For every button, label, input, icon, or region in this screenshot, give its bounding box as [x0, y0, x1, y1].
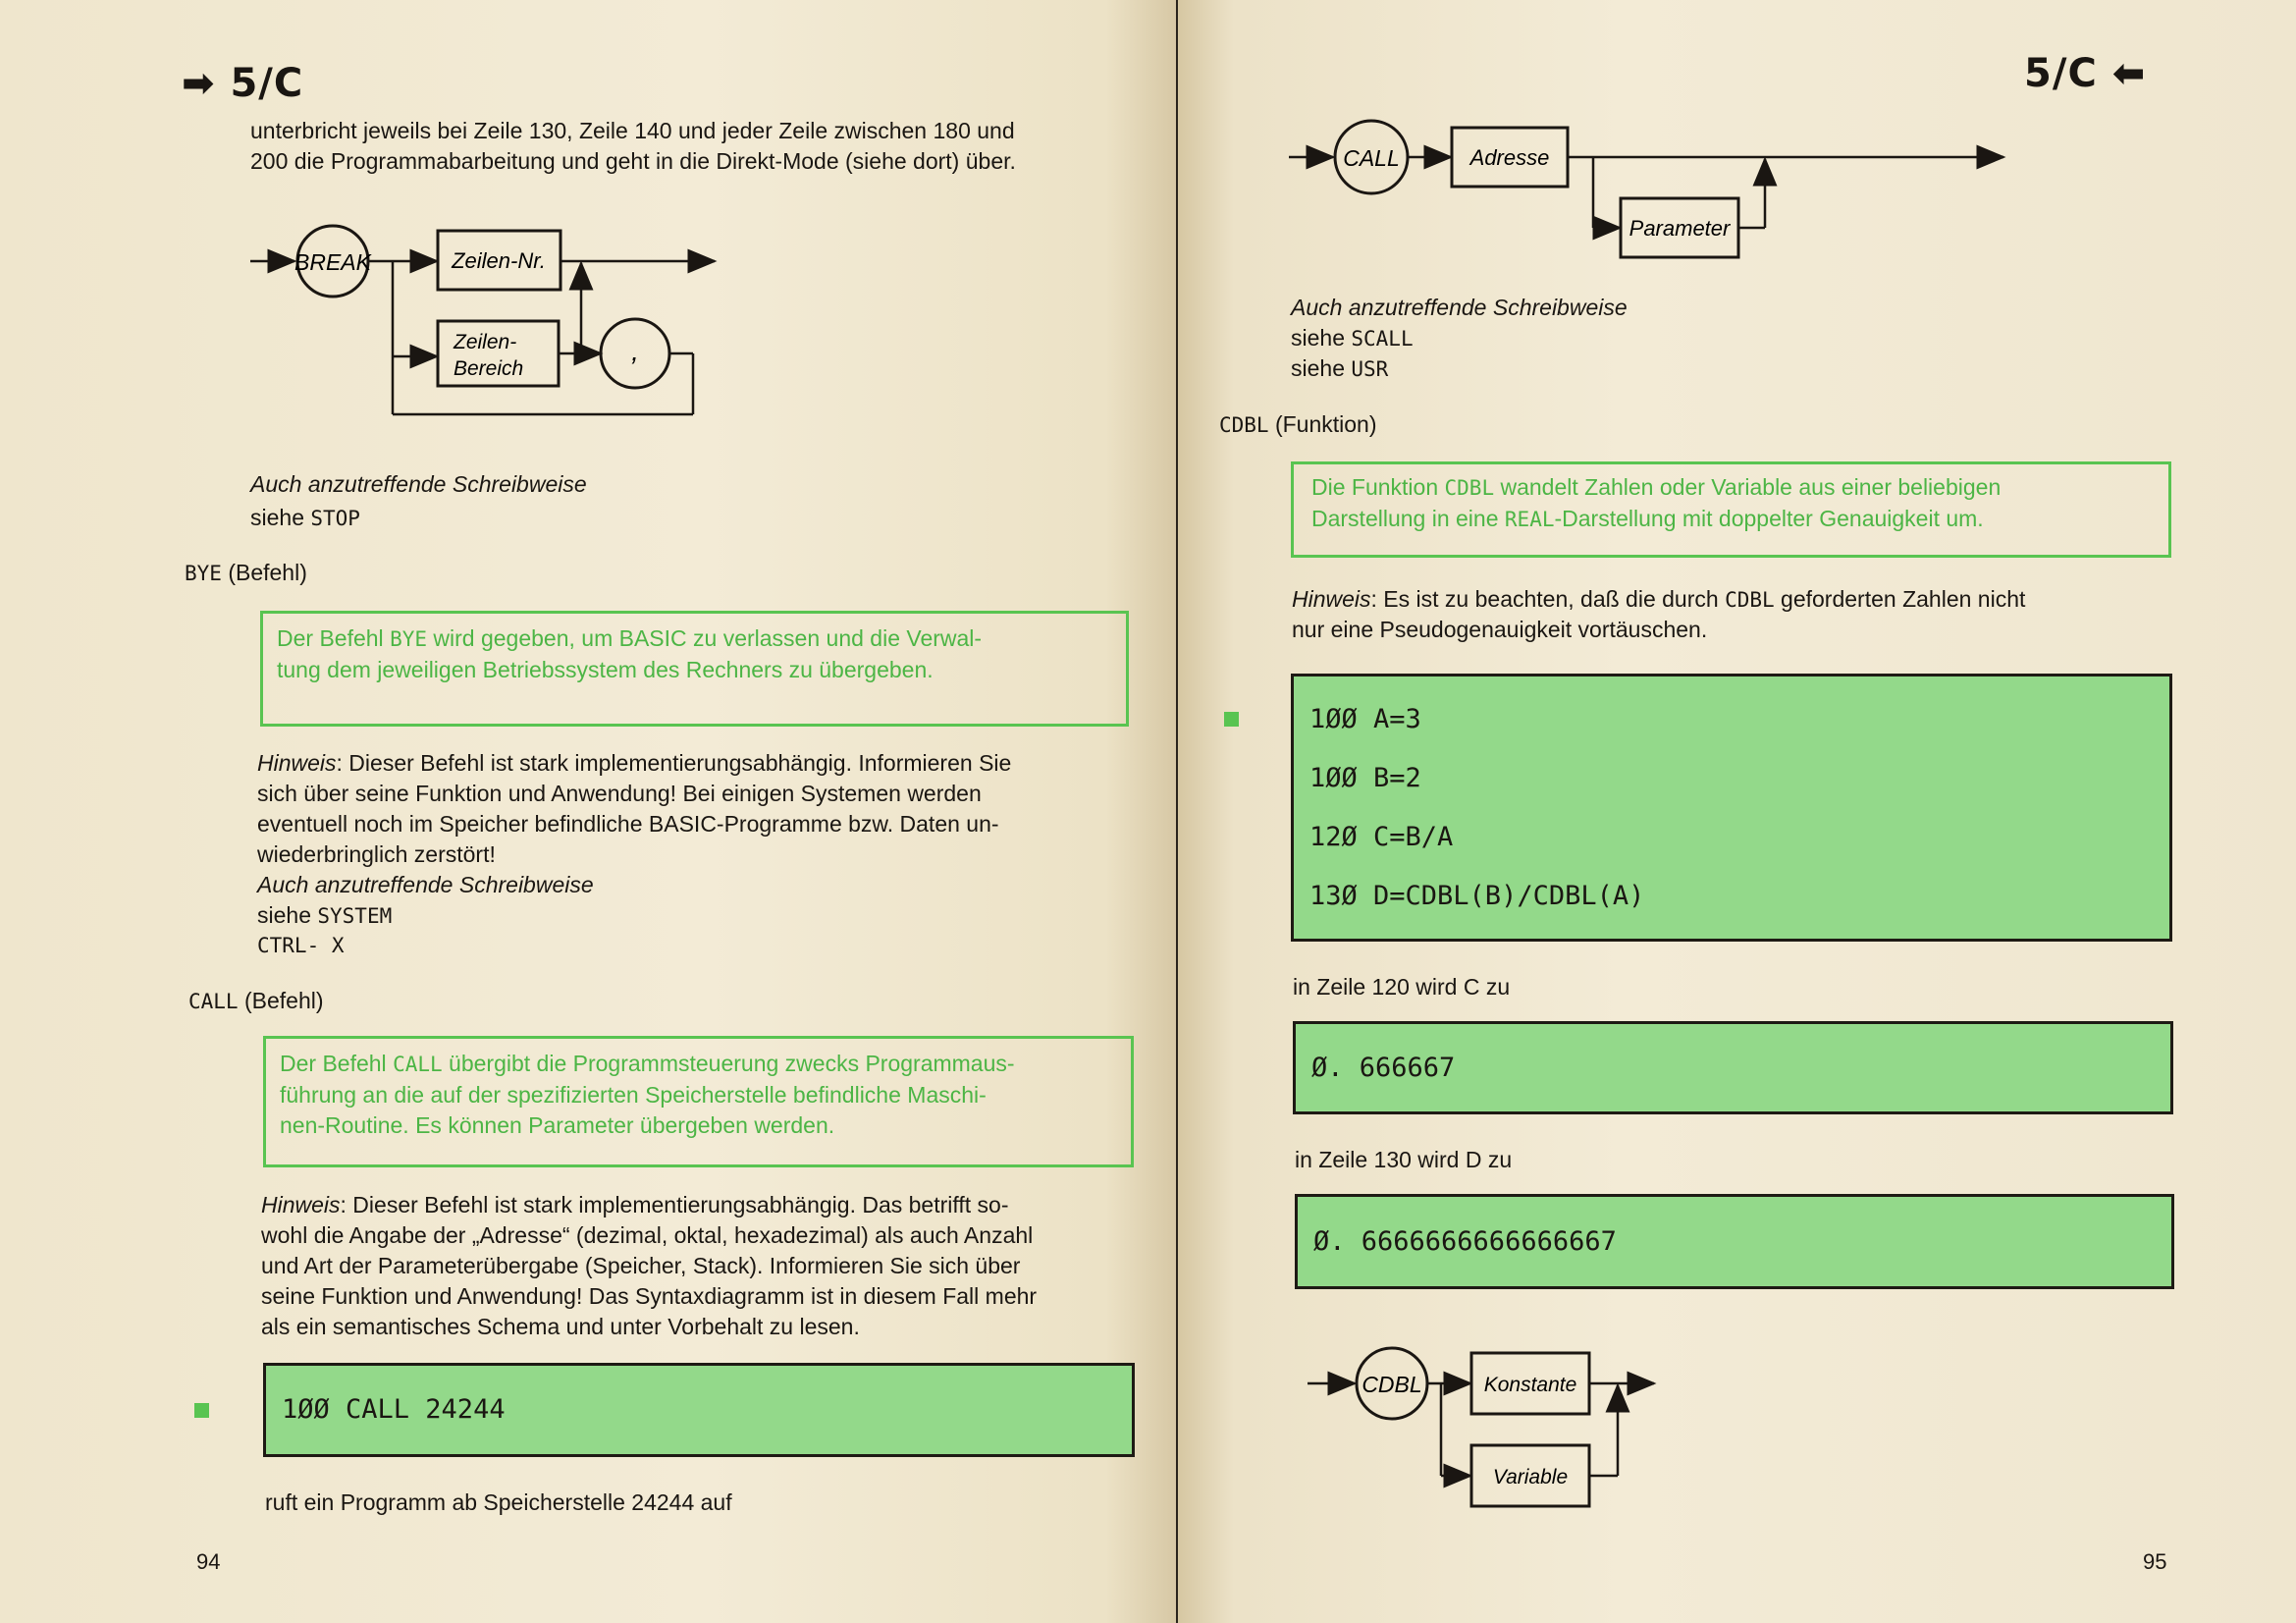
bye-hint-line-1: Hinweis: Dieser Befehl ist stark implementierungsabhängig. Informieren Sie [257, 750, 1012, 776]
bye-hint-line-4: wiederbringlich zerstört! [257, 841, 496, 867]
call-alt-line-2: siehe USR [1291, 355, 1389, 381]
right-page [1178, 0, 2296, 1623]
result-box-1 [1293, 1021, 2173, 1114]
call-result-text: ruft ein Programm ab Speicherstelle 24244 auf [265, 1489, 732, 1515]
call-code-box [263, 1363, 1135, 1457]
example-marker [194, 1403, 209, 1418]
stop-keyword: STOP [310, 507, 360, 530]
call-alt-title: Auch anzutreffende Schreibweise [1291, 295, 1628, 320]
result-box-2 [1295, 1194, 2174, 1289]
cdbl-syntax-diagram [1296, 1340, 1865, 1527]
result-value-1: Ø. 666667 [1311, 1053, 1456, 1083]
call-definition-box: Der Befehl CALL übergibt die Programmsteuerung zwecks Programmaus- führung an die auf der spezifizierten Speicherstelle befindliche Maschi- nen-Routine. Es können Parameter übergeben werden. [263, 1036, 1134, 1167]
bye-alt-line-2: CTRL- X [257, 934, 345, 957]
cdbl-code-box [1291, 674, 2172, 942]
call-hint-line-1: Hinweis: Dieser Befehl ist stark implementierungsabhängig. Das betrifft so- [261, 1192, 1009, 1217]
call-keyword: CALL [1343, 145, 1400, 171]
cdbl-keyword: CDBL [1362, 1372, 1422, 1397]
section-header-left: ➡ 5/C [182, 61, 304, 106]
result-value-2: Ø. 6666666666666667 [1313, 1226, 1617, 1257]
bye-heading: BYE (Befehl) [185, 560, 307, 585]
call-hint-line-3: und Art der Parameterübergabe (Speicher, Stack). Informieren Sie sich über [261, 1253, 1021, 1278]
page-number-right: 95 [2143, 1549, 2167, 1574]
result-label-2: in Zeile 130 wird D zu [1295, 1147, 1513, 1172]
parameter-box: Parameter [1629, 216, 1731, 241]
bye-alt-line-1: siehe SYSTEM [257, 902, 393, 928]
bye-hint-line-3: eventuell noch im Speicher befindliche BASIC-Programme bzw. Daten un- [257, 811, 999, 837]
result-label-1: in Zeile 120 wird C zu [1293, 974, 1511, 1000]
bye-alt-title: Auch anzutreffende Schreibweise [257, 872, 594, 897]
bye-definition-box: Der Befehl BYE wird gegeben, um BASIC zu verlassen und die Verwal- tung dem jeweiligen Betriebssystem des Rechners zu übergeben. [260, 611, 1129, 727]
page-number-left: 94 [196, 1549, 221, 1574]
call-syntax-diagram [1284, 103, 2020, 275]
break-alt-title: Auch anzutreffende Schreibweise [250, 471, 587, 497]
code-line: 1ØØ A=3 [1309, 704, 1421, 734]
cdbl-hint-line-2: nur eine Pseudogenauigkeit vortäuschen. [1292, 617, 1708, 642]
call-code-line: 1ØØ CALL 24244 [282, 1394, 506, 1425]
zeilen-bereich-line2: Bereich [454, 357, 524, 380]
bye-hint-line-2: sich über seine Funktion und Anwendung! Bei einigen Systemen werden [257, 781, 982, 806]
break-alt-line: siehe STOP [250, 505, 360, 530]
call-alt-line-1: siehe SCALL [1291, 325, 1414, 351]
zeilen-nr-box: Zeilen-Nr. [452, 248, 546, 273]
code-line: 12Ø C=B/A [1309, 822, 1454, 852]
call-hint-line-2: wohl die Angabe der „Adresse“ (dezimal, oktal, hexadezimal) als auch Anzahl [261, 1222, 1034, 1248]
intro-line-2: 200 die Programmabarbeitung und geht in die Direkt-Mode (siehe dort) über. [250, 148, 1016, 174]
adresse-box: Adresse [1469, 145, 1550, 170]
variable-box: Variable [1492, 1466, 1569, 1488]
break-keyword: BREAK [294, 249, 371, 275]
code-line: 1ØØ B=2 [1309, 763, 1421, 793]
cdbl-definition-box: Die Funktion CDBL wandelt Zahlen oder Variable aus einer beliebigen Darstellung in eine REAL-Darstellung mit doppelter Genauigkeit um. [1291, 461, 2171, 558]
call-hint-line-5: als ein semantisches Schema und unter Vorbehalt zu lesen. [261, 1314, 860, 1339]
example-marker [1224, 712, 1239, 727]
break-syntax-diagram [236, 211, 746, 432]
call-heading: CALL (Befehl) [188, 988, 324, 1013]
code-line: 13Ø D=CDBL(B)/CDBL(A) [1309, 881, 1645, 911]
konstante-box: Konstante [1483, 1374, 1577, 1396]
cdbl-hint-line-1: Hinweis: Es ist zu beachten, daß die durch CDBL geforderten Zahlen nicht [1292, 586, 2026, 612]
zeilen-bereich-line1: Zeilen- [454, 331, 517, 353]
call-hint-line-4: seine Funktion und Anwendung! Das Syntaxdiagramm ist in diesem Fall mehr [261, 1283, 1038, 1309]
intro-line-1: unterbricht jeweils bei Zeile 130, Zeile 140 und jeder Zeile zwischen 180 und [250, 118, 1015, 143]
section-header-right: 5/C ⬅ [2024, 51, 2147, 96]
comma-separator: , [631, 336, 639, 366]
cdbl-heading: CDBL (Funktion) [1219, 411, 1377, 437]
